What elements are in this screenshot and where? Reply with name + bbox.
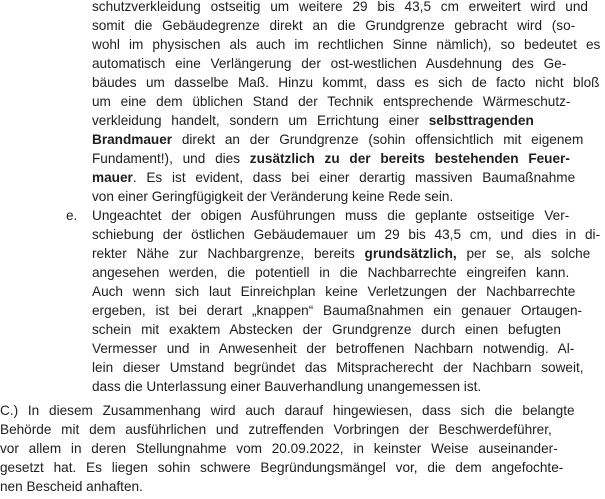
- bold-phrase: mauer: [92, 170, 133, 185]
- text-line: automatisch eine Verlängerung der ost-westlichen Ausdehnung des Ge-: [92, 56, 567, 71]
- text-line: dass die Unterlassung einer Bauverhandlung unangemessen ist.: [92, 379, 482, 394]
- bold-phrase: selbsttragenden: [428, 113, 534, 128]
- text-line: Behörde mit dem ausführlichen und zutreffenden Vorbringen der Beschwerdeführer,: [0, 422, 552, 437]
- text-line: Vermesser und in Anwesenheit der betroffenen Nachbarn notwendig. Al-: [92, 341, 575, 356]
- list-marker: e.: [66, 208, 78, 223]
- text-line: schutzverkleidung ostseitig um weitere 29 bis 43,5 cm erweitert wird und: [92, 0, 588, 14]
- text-line: angesehen werden, die potentiell in die Nachbarrechte eingreifen kann.: [92, 265, 570, 280]
- text-line: verkleidung handelt, sondern um Errichtung einer selbsttragenden: [92, 113, 534, 128]
- bold-phrase: grundsätzlich,: [364, 246, 457, 261]
- text-line: um eine dem üblichen Stand der Technik entsprechende Wärmeschutz-: [92, 94, 571, 109]
- text-line: schiebung der östlichen Gebäudemauer um 29 bis 43,5 cm, und dies in di-: [92, 227, 601, 242]
- text-line: vor allem in deren Stellungnahme vom 20.09.2022, in keinster Weise auseinander-: [0, 441, 558, 456]
- text-line: bäudes um dasselbe Maß. Hinzu kommt, dass es sich de facto nicht bloß: [92, 75, 600, 90]
- text-line: Ungeachtet der obigen Ausführungen muss die geplante ostseitige Ver-: [92, 208, 570, 223]
- text-line: nen Bescheid anhaften.: [0, 479, 143, 494]
- bold-phrase: Brandmauer: [92, 132, 173, 147]
- text-line: Fundament!), und dies zusätzlich zu der bereits bestehenden Feuer-: [92, 151, 570, 166]
- text-line: mauer. Es ist evident, dass bei einer derartig massiven Baumaßnahme: [92, 170, 576, 185]
- text-line: rekter Nähe zur Nachbargrenze, bereits grundsätzlich, per se, als solche: [92, 246, 591, 261]
- text-line: wohl im physischen als auch im rechtlichen Sinne nämlich), so bedeutet es: [92, 37, 601, 52]
- text-line: schein mit exaktem Abstecken der Grundgrenze durch einen befugten: [92, 322, 561, 337]
- text-line: ergeben, ist bei derart „knappen“ Baumaßnahmen ein genauer Ortaugen-: [92, 303, 583, 318]
- text-line: somit die Gebäudegrenze direkt an die Grundgrenze gebracht wird (so-: [92, 18, 576, 33]
- bold-phrase: zusätzlich zu der bereits bestehenden Feuer-: [249, 151, 570, 166]
- text-line: von einer Geringfügigkeit der Veränderung keine Rede sein.: [92, 189, 454, 204]
- text-line: gesetzt hat. Es liegen sohin schwere Begründungsmängel vor, die dem angefochte-: [0, 460, 564, 475]
- text-line: Auch wenn sich laut Einreichplan keine Verletzungen der Nachbarrechte: [92, 284, 576, 299]
- text-line: Brandmauer direkt an der Grundgrenze (sohin offensichtlich mit eigenem: [92, 132, 584, 147]
- text-line: C.) In diesem Zusammenhang wird auch darauf hingewiesen, dass sich die belangte: [0, 403, 575, 418]
- text-line: lein dieser Umstand begründet das Mitspracherecht der Nachbarn soweit,: [92, 360, 584, 375]
